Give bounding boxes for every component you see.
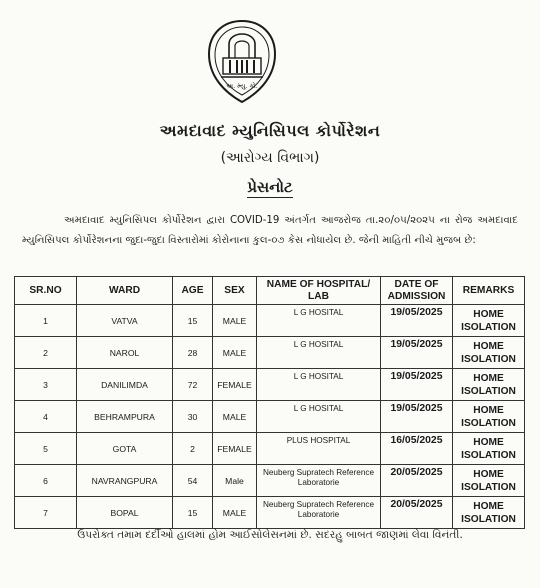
cell-remarks: HOME ISOLATION xyxy=(453,433,525,465)
department-name: (આરોગ્ય વિભાગ) xyxy=(220,150,320,166)
cell-sex: MALE xyxy=(213,497,257,529)
cell-sr: 6 xyxy=(15,465,77,497)
cell-hospital: Neuberg Supratech Reference Laboratorie xyxy=(257,497,381,529)
cell-date: 19/05/2025 xyxy=(381,401,453,433)
cell-ward: GOTA xyxy=(77,433,173,465)
cell-sex: MALE xyxy=(213,305,257,337)
table-row xyxy=(15,465,525,497)
cell-sr: 1 xyxy=(15,305,77,337)
cell-ward: BEHRAMPURA xyxy=(77,401,173,433)
header-sex: SEX xyxy=(213,277,257,305)
header-sr-no: SR.NO xyxy=(15,277,77,305)
cell-hospital: L G HOSITAL xyxy=(257,305,381,337)
cell-sex: Male xyxy=(213,465,257,497)
cell-remarks: HOME ISOLATION xyxy=(453,401,525,433)
intro-paragraph: અમદાવાદ મ્યુનિસિપલ કોર્પોરેશન દ્વારા COVID-19 અંતર્ગત આજરોજ તા.૨૦/૦૫/૨૦૨૫ ના રોજ અમદાવાદ મ્યુનિસિપલ કોર્પોરેશનના જુદા-જુદા વિસ્તારોમાં કોરોનાના કુલ-૦૭ કેસ નોધાયેલ છે. જેની માહિતી નીચે મુજબ છે: xyxy=(22,215,518,246)
cell-sr: 3 xyxy=(15,369,77,401)
cell-hospital: PLUS HOSPITAL xyxy=(257,433,381,465)
cell-sex: FEMALE xyxy=(213,433,257,465)
cell-age: 28 xyxy=(173,337,213,369)
cell-age: 30 xyxy=(173,401,213,433)
table-row xyxy=(15,369,525,401)
document-title xyxy=(0,178,540,196)
cell-hospital: Neuberg Supratech Reference Laboratorie xyxy=(257,465,381,497)
header-hospital: NAME OF HOSPITAL/ LAB xyxy=(257,277,381,305)
table-row xyxy=(15,337,525,369)
organization-name: અમદાવાદ મ્યુનિસિપલ કોર્પોરેશન xyxy=(159,121,381,140)
cell-sr: 4 xyxy=(15,401,77,433)
cell-hospital: L G HOSITAL xyxy=(257,369,381,401)
table-row xyxy=(15,497,525,529)
cell-ward: NAVRANGPURA xyxy=(77,465,173,497)
header-age: AGE xyxy=(173,277,213,305)
cell-sex: MALE xyxy=(213,337,257,369)
cell-sex: MALE xyxy=(213,401,257,433)
cell-age: 72 xyxy=(173,369,213,401)
cell-sr: 2 xyxy=(15,337,77,369)
cell-ward: VATVA xyxy=(77,305,173,337)
cell-date: 20/05/2025 xyxy=(381,465,453,497)
header-date: DATE OF ADMISSION xyxy=(381,277,453,305)
cell-ward: DANILIMDA xyxy=(77,369,173,401)
cell-date: 19/05/2025 xyxy=(381,337,453,369)
document-title-text: પ્રેસનોટ xyxy=(247,178,293,196)
cell-ward: BOPAL xyxy=(77,497,173,529)
cell-hospital: L G HOSITAL xyxy=(257,337,381,369)
cell-sr: 7 xyxy=(15,497,77,529)
cell-sex: FEMALE xyxy=(213,369,257,401)
cell-remarks: HOME ISOLATION xyxy=(453,497,525,529)
header-remarks: REMARKS xyxy=(453,277,525,305)
cell-hospital: L G HOSITAL xyxy=(257,401,381,433)
table-header-row xyxy=(15,277,525,305)
table-row xyxy=(15,433,525,465)
cell-remarks: HOME ISOLATION xyxy=(453,465,525,497)
table-row xyxy=(15,305,525,337)
cell-remarks: HOME ISOLATION xyxy=(453,337,525,369)
table-row xyxy=(15,401,525,433)
cell-remarks: HOME ISOLATION xyxy=(453,369,525,401)
cell-remarks: HOME ISOLATION xyxy=(453,305,525,337)
footer-note: ઉપરોક્ત તમામ દર્દીઓ હાલમાં હોમ આઈસોલેસનમાં છે. સદરહુ બાબત જાણમાં લેવા વિનંતી. xyxy=(77,529,463,541)
cell-sr: 5 xyxy=(15,433,77,465)
corporation-seal-logo xyxy=(205,18,279,106)
cell-date: 16/05/2025 xyxy=(381,433,453,465)
cell-date: 19/05/2025 xyxy=(381,369,453,401)
cell-age: 2 xyxy=(173,433,213,465)
cell-date: 20/05/2025 xyxy=(381,497,453,529)
header-ward: WARD xyxy=(77,277,173,305)
cell-age: 54 xyxy=(173,465,213,497)
cell-ward: NAROL xyxy=(77,337,173,369)
cell-date: 19/05/2025 xyxy=(381,305,453,337)
seal-text: અ. મ્યુ. કો. xyxy=(226,82,258,90)
cell-age: 15 xyxy=(173,497,213,529)
cases-table xyxy=(14,276,525,529)
cell-age: 15 xyxy=(173,305,213,337)
